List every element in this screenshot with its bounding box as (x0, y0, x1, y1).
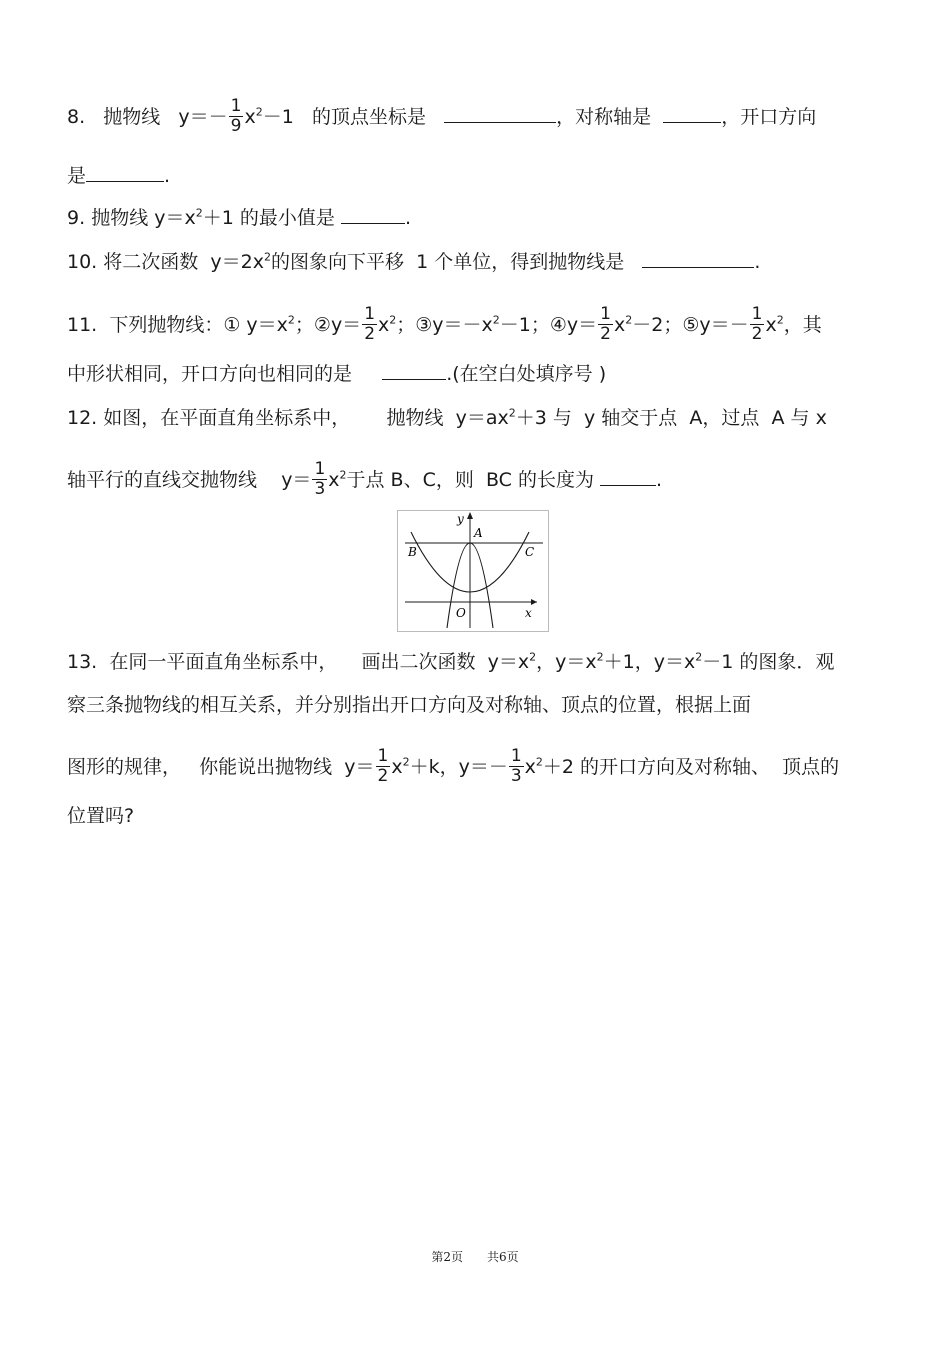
question-8: 8. 抛物线 y＝－ $\frac{1}{9}$ $x^2-1$ 的顶点坐标是 ，对称轴是 ，开口方向 (67, 96, 817, 136)
answer-blank[interactable] (642, 251, 754, 268)
question-11-line2: 中形状相同，开口方向也相同的是 .(在空白处填序号 ) (67, 363, 607, 385)
y-axis-arrow (467, 512, 473, 519)
question-13-line3: 图形的规律， 你能说出抛物线 y＝ $\frac{1}{2}$ $x^2+k$，y＝－ $\frac{1}{3}$ $x^2+2$ 的开口方向及对称轴、 顶点的 (67, 746, 840, 786)
fraction: $\frac{1}{9}$ (230, 96, 242, 136)
x-axis-arrow (531, 599, 537, 605)
question-11: 11. 下列抛物线：① $y=x^2$；②y＝ $\frac{1}{2}$ $x^2$；$③y=-x^2-1$；④y＝ $\frac{1}{2}$ $x^2-2$；⑤y＝－ $\frac{1}{2}$ $x^2$，其 (67, 304, 822, 344)
label-a: A (474, 526, 483, 540)
fraction: $\frac{1}{3}$ (314, 459, 326, 499)
question-13-line2: 察三条抛物线的相互关系，并分别指出开口方向及对称轴、顶点的位置，根据上面 (67, 694, 752, 716)
page-total: 共6页 (487, 1250, 519, 1264)
answer-blank[interactable] (86, 165, 164, 182)
label-c: C (525, 545, 535, 559)
fraction: $\frac{1}{2}$ (364, 304, 376, 344)
question-10: 10. 将二次函数 $y=2x^2$的图象向下平移 1 个单位，得到抛物线是 . (67, 250, 761, 273)
parabola-figure (397, 510, 549, 632)
answer-blank[interactable] (444, 106, 556, 123)
question-12-line2: 轴平行的直线交抛物线 y＝ $\frac{1}{3}$ $x^2$于点 B、C，则 BC 的长度为 . (67, 459, 663, 499)
fraction: $\frac{1}{3}$ (510, 746, 522, 786)
page-number: 第2页 (431, 1250, 463, 1264)
label-x: x (525, 606, 532, 620)
fraction: $\frac{1}{2}$ (751, 304, 763, 344)
fraction: $\frac{1}{2}$ (600, 304, 611, 344)
label-b: B (408, 545, 417, 559)
answer-blank[interactable] (600, 469, 656, 486)
label-o: O (456, 606, 466, 620)
question-12: 12. 如图，在平面直角坐标系中， 抛物线 $y=ax^2+3$ 与 y 轴交于点 A，过点 A 与 x (67, 406, 827, 429)
question-13-line4: 位置吗? (67, 805, 135, 827)
answer-blank[interactable] (382, 363, 446, 380)
fraction: $\frac{1}{2}$ (377, 746, 389, 786)
question-8-line2: 是 . (67, 165, 171, 187)
answer-blank[interactable] (663, 106, 721, 123)
answer-blank[interactable] (341, 207, 405, 224)
question-9: 9. 抛物线 $y=x^2+1$ 的最小值是 . (67, 206, 411, 229)
question-13: 13. 在同一平面直角坐标系中， 画出二次函数 $y=x^2$，$y=x^2+1$，$y=x^2-1$ 的图象．观 (67, 650, 835, 673)
page-footer (0, 1248, 950, 1265)
label-y: y (457, 512, 464, 526)
